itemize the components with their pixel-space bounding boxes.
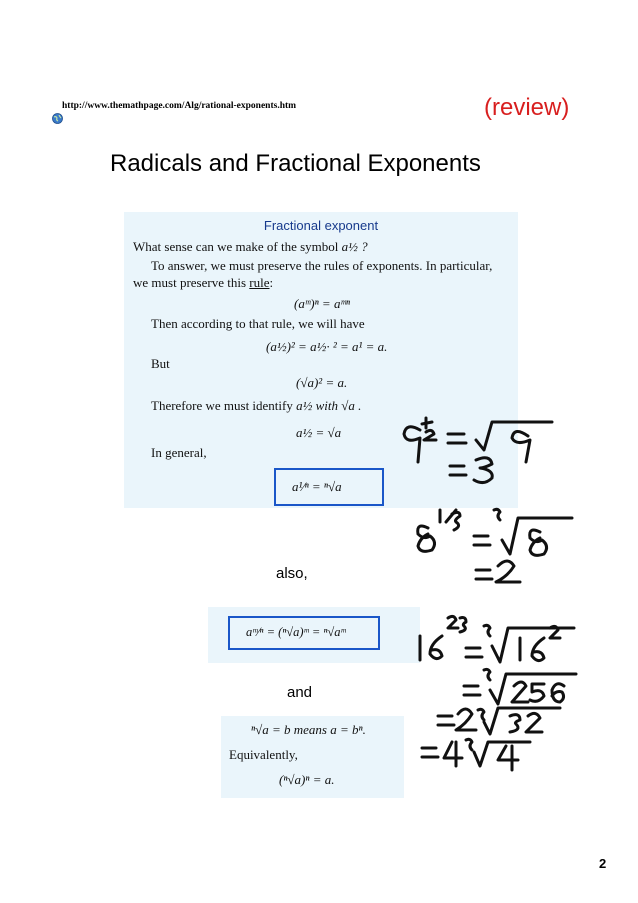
but-line: But <box>151 356 170 371</box>
question-text: What sense can we make of the symbol <box>133 239 339 254</box>
globe-icon <box>52 113 63 124</box>
in-general-line: In general, <box>151 445 207 460</box>
root-definition-panel <box>221 716 404 798</box>
question-line <box>133 239 368 255</box>
answer-text: we must preserve this <box>133 275 247 290</box>
therefore-symbols: a½ with √a . <box>296 398 362 413</box>
rule-equation: (aᵐ)ⁿ = aᵐⁿ <box>294 296 350 311</box>
equivalently-label: Equivalently, <box>229 747 298 762</box>
therefore-line <box>151 398 361 414</box>
general-formula: a¹⁄ⁿ = ⁿ√a <box>292 479 342 494</box>
page-title: Radicals and Fractional Exponents <box>110 150 481 177</box>
also-label: also, <box>276 565 308 582</box>
equation-3: (√a)² = a. <box>296 375 348 390</box>
therefore-text: Therefore we must identify <box>151 398 293 413</box>
page-number: 2 <box>599 856 607 871</box>
and-label: and <box>287 684 313 701</box>
root-identity: (ⁿ√a)ⁿ = a. <box>279 772 335 787</box>
root-definition: ⁿ√a = b means a = bⁿ. <box>251 722 366 737</box>
equation-4: a½ = √a <box>296 425 342 440</box>
handwritten-example-3 <box>420 616 576 770</box>
answer-line-1: To answer, we must preserve the rules of exponents. In particular, <box>151 258 493 273</box>
general-formula-box <box>274 468 384 506</box>
rule-link[interactable]: rule <box>249 275 270 290</box>
handwritten-example-1 <box>404 418 552 483</box>
handwritten-example-2 <box>418 509 572 582</box>
answer-line-2: we must preserve this rule: <box>133 275 274 290</box>
review-label: (review) <box>484 94 570 121</box>
panel-heading: Fractional exponent <box>263 218 379 233</box>
source-url[interactable]: http://www.themathpage.com/Alg/rational-exponents.htm <box>62 101 297 111</box>
question-symbol: a½ ? <box>341 239 368 254</box>
power-root-formula: aᵐ⁄ⁿ = (ⁿ√a)ᵐ = ⁿ√aᵐ <box>246 625 346 639</box>
then-line: Then according to that rule, we will have <box>151 316 365 331</box>
equation-2: (a½)² = a½· ² = a¹ = a. <box>266 339 388 354</box>
power-root-box <box>228 616 380 650</box>
handwritten-examples <box>380 410 580 780</box>
